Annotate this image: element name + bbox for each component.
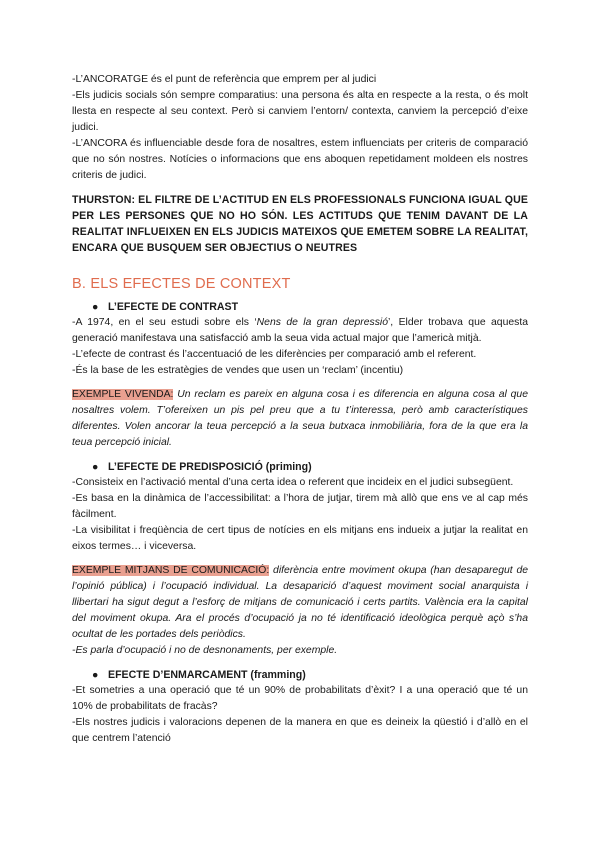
example-mitjans: EXEMPLE MITJANS DE COMUNICACIÓ: diferència entre moviment okupa (han desaparegut de l’opinió pública) i l’ocupació individual. La desaparició d’aquest moviment social anarquista i llibertari ha sigut degut a l’esforç de mitjans de comunicació i certs partits. València era la capital del moviment okupa. Ara el procés d’ocupació ja no té identificació ideològica perquè açò s’ha ocultat de les portades dels periòdics. (72, 565, 528, 640)
framing-heading-text: EFECTE D’ENMARCAMENT (framming) (108, 669, 306, 681)
priming-definition: -Consisteix en l’activació mental d’una certa idea o referent que incideix en el judici subsegüent. (72, 477, 514, 488)
section-b-title: B. ELS EFECTES DE CONTEXT (72, 276, 291, 292)
framing-heading (72, 667, 528, 683)
anchoring-definition: -L’ANCORATGE és el punt de referència que emprem per al judici (72, 74, 377, 85)
contrast-heading (72, 299, 528, 315)
bullet-icon: ● (92, 669, 99, 681)
contrast-definition: -L’efecte de contrast és l’accentuació de les diferències per comparació amb el referent. (72, 349, 477, 360)
contrast-heading-text: L’EFECTE DE CONTRAST (108, 301, 239, 313)
priming-visibility: -La visibilitat i freqüència de cert tipus de notícies en els mitjans ens indueix a jutjar la realitat en eixos termes… i viceversa. (72, 525, 528, 552)
social-judgments-comparative: -Els judicis socials són sempre comparatius: una persona és alta en respecte a la resta, o és molt llesta en respecte al seu context. Però si canviem l’entorn/ contexta, canviem la percepció d’eixe judici. (72, 90, 528, 133)
study-title: Nens de la gran depressió (256, 317, 388, 328)
priming-heading-text: L’EFECTE DE PREDISPOSICIÓ (priming) (108, 461, 312, 473)
example-vivenda-label: EXEMPLE VIVENDA: (72, 389, 174, 400)
contrast-sales: -És la base de les estratègies de vendes que usen un ‘reclam’ (incentiu) (72, 365, 404, 376)
framing-operation-question: -Et sometries a una operació que té un 90% de probabilitats d’èxit? I a una operació que té un 10% de probabilitats de fracàs? (72, 685, 528, 712)
priming-accessibility: -Es basa en la dinàmica de l’accessibilitat: a l’hora de jutjar, tirem mà allò que ens ve al cap més fàcilment. (72, 493, 528, 520)
example-mitjans-note: -Es parla d’ocupació i no de desnonaments, per exemple. (72, 645, 338, 656)
thurston-statement: THURSTON: EL FILTRE DE L’ACTITUD EN ELS PROFESSIONALS FUNCIONA IGUAL QUE PER LES PERSONES QUE NO HO SÓN. LES ACTITUDS QUE TENIM DAVANT DE LA REALITAT INFLUEIXEN EN ELS JUDICIS MATEIXOS QUE EMETEM SOBRE LA REALITAT, ENCARA QUE BUSQUEM SER OBJECTIUS O NEUTRES (72, 194, 528, 254)
bullet-icon: ● (92, 461, 99, 473)
priming-heading (72, 459, 528, 475)
example-vivenda: EXEMPLE VIVENDA: Un reclam es pareix en alguna cosa i es diferencia en alguna cosa al que nosaltres volem. T’ofereixen un pis pel preu que a tu t’interessa, però amb característiques diferentes. Volen ancorar la teua percepció a la seua butxaca inmobiliària, fora de la que era la teua percepció inicial. (72, 389, 528, 448)
bullet-icon: ● (92, 301, 99, 313)
framing-judgments: -Els nostres judicis i valoracions depenen de la manera en que es deineix la qüestió i d’allò en el que centrem l’atenció (72, 717, 528, 744)
contrast-elder-study: -A 1974, en el seu estudi sobre els ‘Nens de la gran depressió’, Elder trobava que aquesta generació manifestava una satisfacció amb la seua vida actual major que l’americà mitjà. (72, 317, 528, 344)
example-mitjans-label: EXEMPLE MITJANS DE COMUNICACIÓ: (72, 565, 270, 576)
anchor-influenceable: -L’ANCORA és influenciable desde fora de nosaltres, estem influenciats per criteris de comparació que no són nostres. Notícies o informacions que ens aboquen repetidament moldeen els nostres criteris de judici. (72, 138, 528, 181)
